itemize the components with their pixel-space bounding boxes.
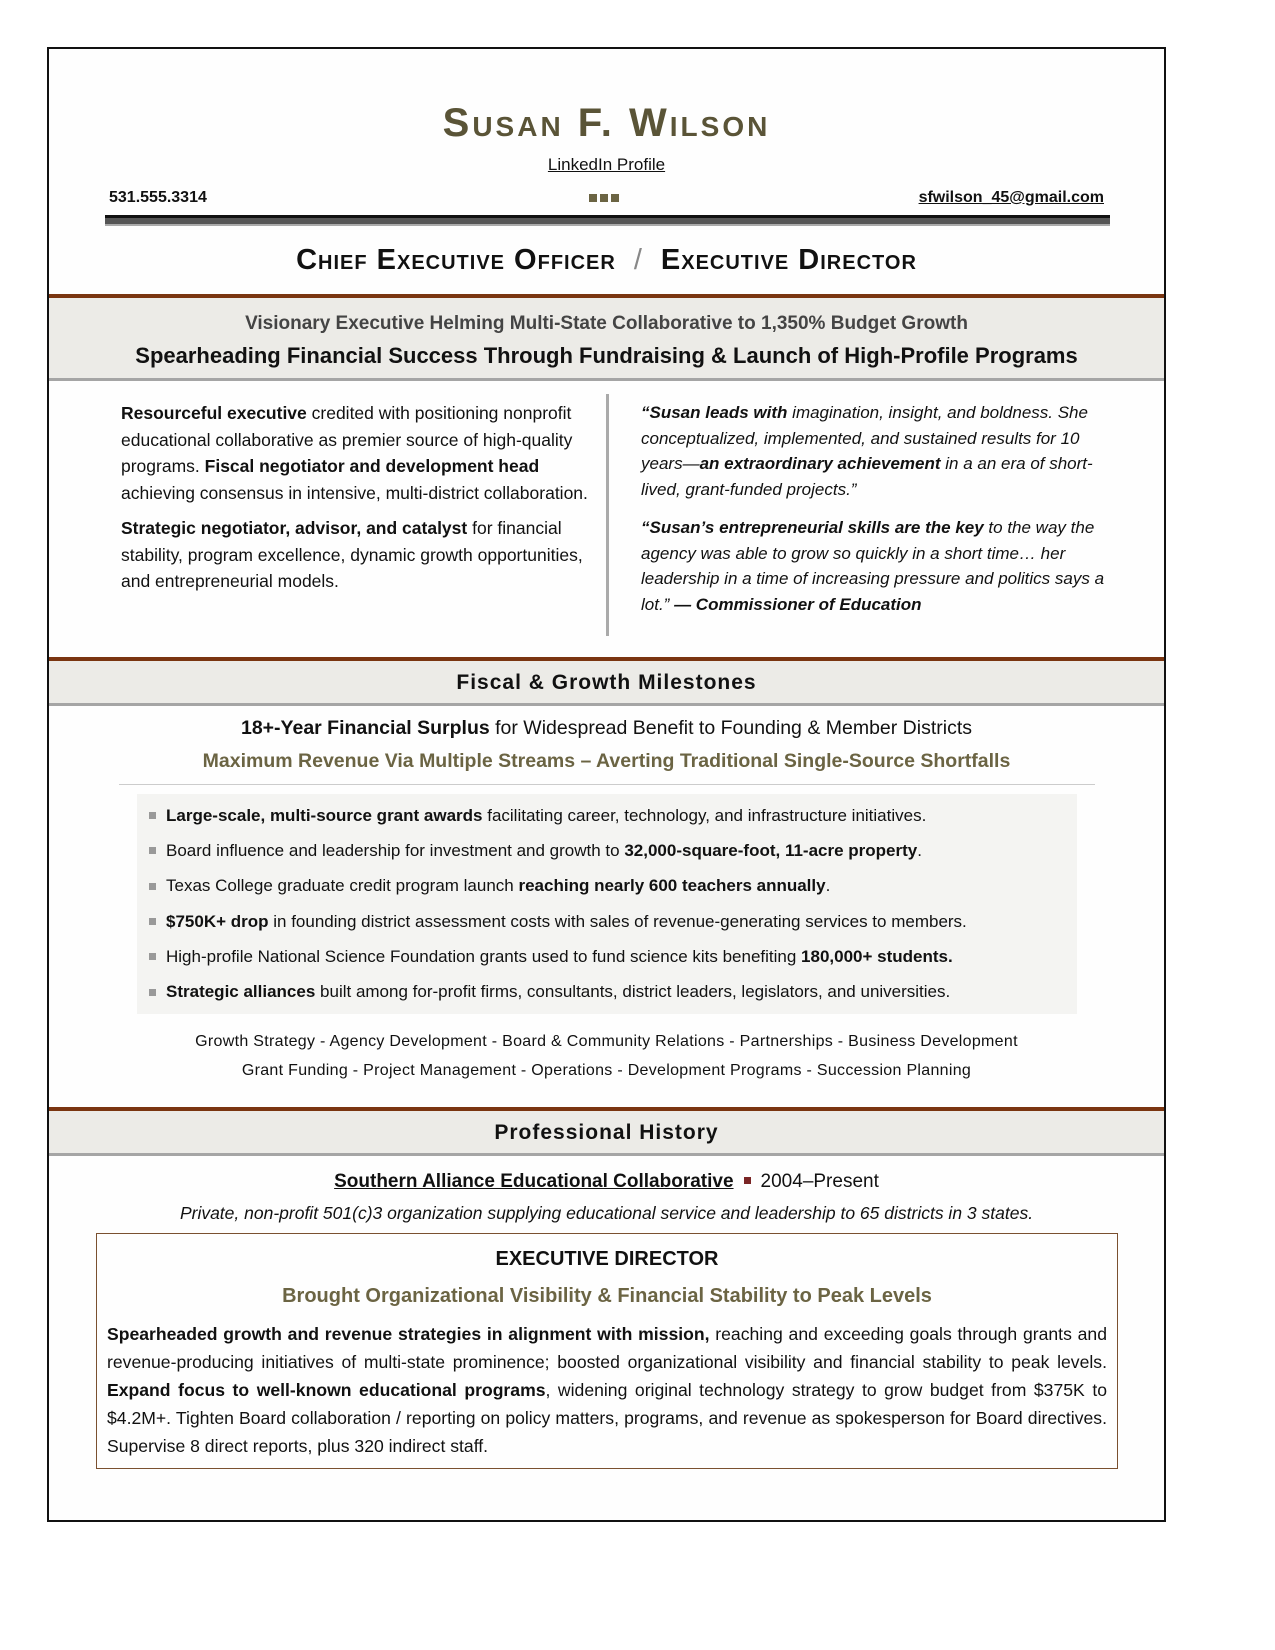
summary-column (121, 400, 591, 604)
milestones-subheadline: Maximum Revenue Via Multiple Streams – Averting Traditional Single-Source Shortfalls (202, 750, 1011, 772)
list-item (137, 833, 1077, 868)
history-band (49, 1107, 1164, 1156)
square-bullet-icon (744, 1177, 751, 1184)
list-item (137, 869, 1077, 904)
linkedin-link-wrap (49, 155, 1164, 175)
text-segment: reaching and exceeding goals through grants and revenue-producing initiatives of multi-state prominence; boosted organizational visibility and financial stability to peak levels. (107, 1324, 1107, 1372)
bullet-text (166, 841, 922, 861)
bold-text: Strategic alliances (166, 982, 316, 1002)
bold-text: Large-scale, multi-source grant awards (166, 805, 483, 825)
company-line (49, 1171, 1164, 1193)
bold-text: “Susan leads with (641, 403, 788, 422)
text-segment: built among for-profit firms, consultants, district leaders, legislators, and universities. (315, 982, 951, 1002)
company-name: Southern Alliance Educational Collaborative (334, 1171, 734, 1192)
bold-text: an extraordinary achievement (699, 454, 941, 473)
bullet-text (166, 912, 967, 932)
bold-text: Resourceful executive (121, 403, 307, 423)
text-segment: in founding district assessment costs with sales of revenue-generating services to members. (268, 911, 967, 931)
bold-text: Expand focus to well-known educational programs (107, 1380, 546, 1400)
title-left: Chief Executive Officer (296, 244, 616, 276)
bullet-square-icon (149, 953, 156, 960)
email-link[interactable]: sfwilson_45@gmail.com (918, 189, 1104, 206)
text-segment: in a an era of short-lived, grant-funded projects.” (641, 454, 1093, 499)
bold-text: reaching nearly 600 teachers annually (518, 876, 826, 896)
bold-text: $750K+ drop (166, 911, 269, 931)
linkedin-link[interactable]: LinkedIn Profile (547, 155, 666, 174)
job-subtitle: Brought Organizational Visibility & Financial Stability to Peak Levels (282, 1285, 932, 1307)
bullet-square-icon (149, 918, 156, 925)
bold-text: “Susan’s entrepreneurial skills are the key (641, 518, 984, 537)
list-item (137, 904, 1077, 939)
text-segment: , widening original technology strategy to grow budget from $375K to $4.2M+. Tighten Board collaboration / reporting on policy matters, programs, and revenue as spokesperson for Board directives. Supervise 8 direct reports, plus 320 indirect staff. (107, 1380, 1107, 1456)
job-description (107, 1320, 1107, 1460)
summary-paragraph (121, 400, 591, 506)
employment-dates: 2004–Present (760, 1171, 879, 1192)
job-box (96, 1233, 1118, 1469)
tagline-band (49, 294, 1164, 381)
milestones-band (49, 657, 1164, 706)
list-item (137, 939, 1077, 974)
bullet-square-icon (149, 989, 156, 996)
email-wrap (919, 189, 1104, 207)
bold-text: Strategic negotiator, advisor, and catalyst (121, 518, 468, 538)
text-segment: achieving consensus in intensive, multi-district collaboration. (121, 482, 588, 503)
text-segment: credited with positioning nonprofit educational collaborative as premier source of high-quality programs. (121, 403, 573, 476)
text-segment: . (825, 876, 831, 896)
bold-text: 32,000-square-foot, 11-acre property (624, 840, 918, 860)
skills-line: Grant Funding - Project Management - Operations - Development Programs - Succession Planning (241, 1062, 972, 1079)
list-item (137, 974, 1077, 1009)
section-heading: Professional History (494, 1121, 719, 1144)
testimonial-quote (641, 400, 1111, 502)
text-segment: imagination, insight, and boldness. She conceptualized, implemented, and sustained results for 10 years— (641, 403, 1088, 473)
bold-text: Spearheaded growth and revenue strategies in alignment with mission, (107, 1324, 710, 1344)
bullet-square-icon (149, 812, 156, 819)
title-separator: / (633, 244, 643, 276)
summary-paragraph (121, 515, 591, 595)
bold-text: Fiscal negotiator and development head (204, 456, 540, 476)
resume-page (47, 47, 1166, 1522)
text-segment: Board influence and leadership for investment and growth to (166, 840, 625, 860)
bullet-text (166, 806, 926, 826)
skills-line: Growth Strategy - Agency Development - Board & Community Relations - Partnerships - Business Development (195, 1033, 1018, 1050)
phone-number: 531.555.3314 (109, 189, 207, 206)
candidate-name: Susan F. Wilson (442, 101, 771, 145)
target-title (49, 244, 1164, 277)
tagline-line2: Spearheading Financial Success Through Fundraising & Launch of High-Profile Programs (135, 343, 1078, 368)
text-segment: to the way the agency was able to grow so quickly in a short time… her leadership in a time of increasing pressure and politics says a lot.” (641, 518, 1105, 614)
text-segment: facilitating career, technology, and infrastructure initiatives. (482, 805, 927, 825)
headline-bold: 18+-Year Financial Surplus (240, 717, 490, 739)
bold-text: — Commissioner of Education (674, 594, 922, 614)
bullet-square-icon (149, 847, 156, 854)
text-segment: for financial stability, program excellence, dynamic growth opportunities, and entrepreneurial models. (121, 518, 583, 591)
text-segment: Texas College graduate credit program launch (166, 876, 519, 896)
bullet-text (166, 947, 953, 967)
testimonial-quote (641, 515, 1111, 617)
text-segment: High-profile National Science Foundation grants used to fund science kits benefiting (166, 946, 802, 966)
milestone-list (137, 794, 1077, 1014)
testimonials-column (641, 400, 1111, 626)
section-heading: Fiscal & Growth Milestones (456, 671, 757, 694)
job-title: EXECUTIVE DIRECTOR (495, 1248, 719, 1270)
header-rule-shadow (105, 218, 1110, 226)
title-right: Executive Director (660, 244, 917, 276)
thin-divider (119, 784, 1095, 785)
text-segment: . (917, 840, 922, 860)
tagline-line1: Visionary Executive Helming Multi-State Collaborative to 1,350% Budget Growth (245, 313, 968, 334)
milestones-headline (49, 717, 1164, 740)
bold-text: 180,000+ students. (801, 946, 953, 966)
bullet-square-icon (149, 883, 156, 890)
list-item (137, 798, 1077, 833)
divider-squares-icon (589, 194, 619, 202)
bullet-text (166, 982, 950, 1002)
company-description: Private, non-profit 501(c)3 organization supplying educational service and leadership to 65 districts in 3 states. (179, 1203, 1034, 1223)
column-divider (606, 394, 609, 636)
bullet-text (166, 876, 830, 896)
headline-rest: for Widespread Benefit to Founding & Member Districts (489, 717, 973, 739)
